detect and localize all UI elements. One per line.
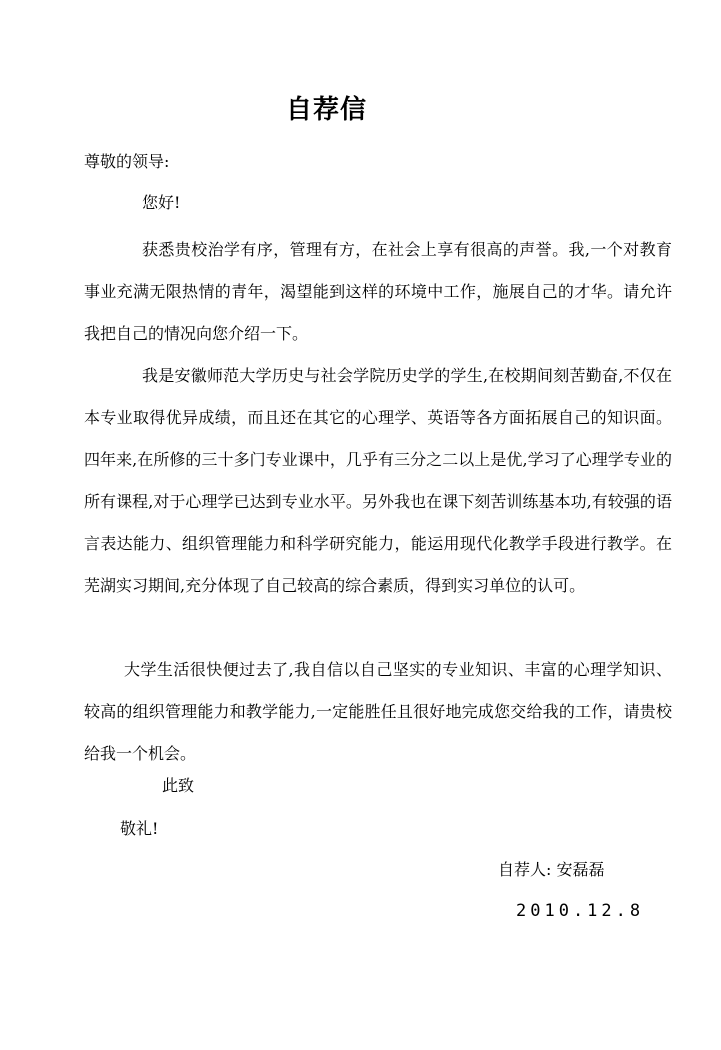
body-paragraph: 大学生活很快便过去了,我自信以自己坚实的专业知识、丰富的心理学知识、较高的组织管理能力和教学能力,一定能胜任且很好地完成您交给我的工作，请贵校给我一个机会。 [84,660,672,763]
greeting: 您好! [142,193,181,212]
closing-line: 此致 [162,776,195,795]
body-paragraph: 我是安徽师范大学历史与社会学院历史学的学生,在校期间刻苦勤奋,不仅在本专业取得优异成绩，而且还在其它的心理学、英语等各方面拓展自己的知识面。四年来,在所修的三十多门专业课中，几乎有三分之二以上是优,学习了心理学专业的所有课程,对于心理学已达到专业水平。另外我也在课下刻苦训练基本功,有较强的语言表达能力、组织管理能力和科学研究能力，能运用现代化教学手段进行教学。在芜湖实习期间,充分体现了自己较高的综合素质，得到实习单位的认可。 [84,366,672,595]
signature: 自荐人: 安磊磊 [498,860,605,879]
salutation: 尊敬的领导: [84,152,170,171]
body-paragraph: 获悉贵校治学有序，管理有方，在社会上享有很高的声誉。我,一个对教育事业充满无限热情的青年，渴望能到这样的环境中工作，施展自己的才华。请允许我把自己的情况向您介绍一下。 [84,240,672,343]
closing-salute: 敬礼! [120,819,159,838]
date: 2010.12.8 [516,901,645,921]
document-title: 自荐信 [285,95,367,125]
